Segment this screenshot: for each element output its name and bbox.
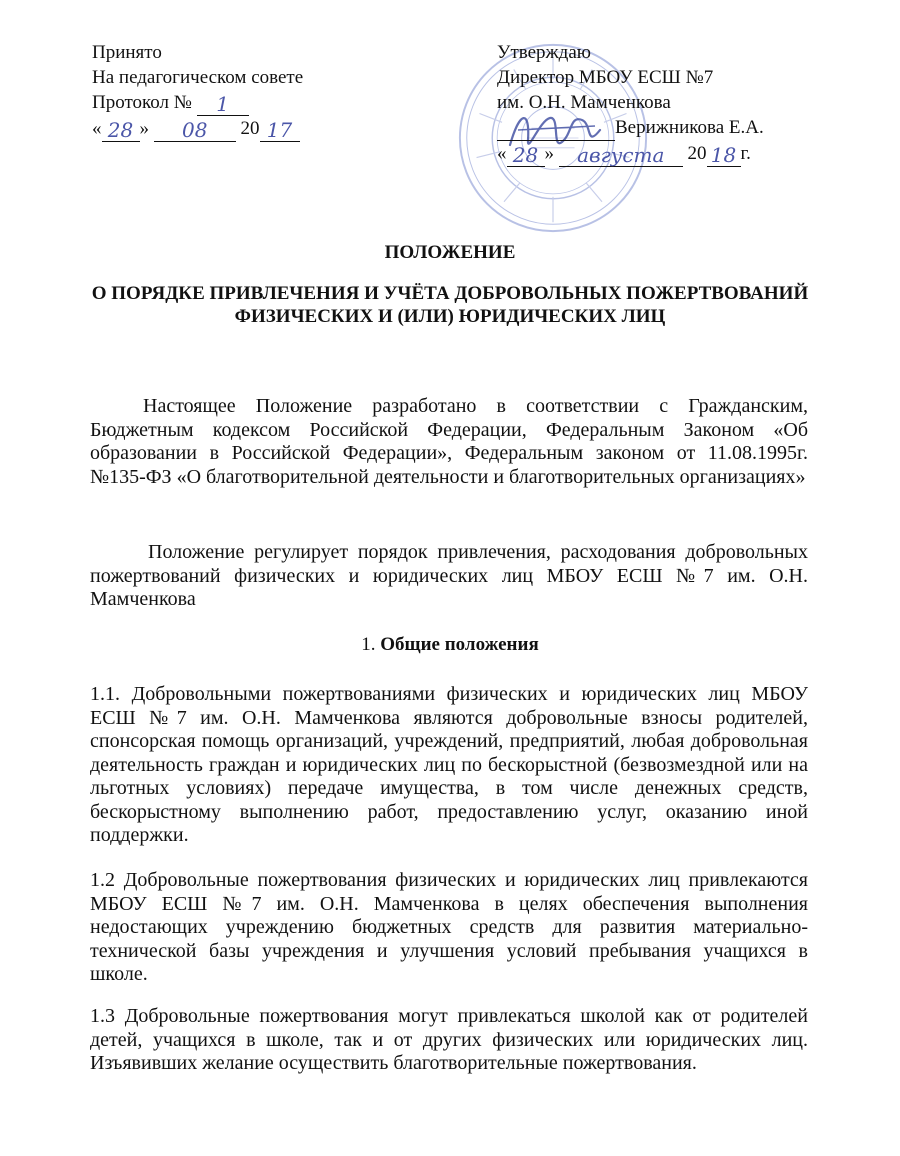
signature-field [497, 115, 615, 141]
protocol-label: Протокол № [92, 92, 192, 113]
director-date-year-handwritten: 18 [710, 143, 737, 167]
protocol-number-handwritten: 1 [216, 92, 230, 116]
approval-block-council [92, 40, 303, 142]
signature-line [497, 115, 764, 141]
intro-paragraph-legal-basis: Настоящее Положение разработано в соответствии с Гражданским, Бюджетным кодексом Российской Федерации, Федеральным Законом «Об образовании в Российской Федерации», Федеральным законом от 11.08.1995г. №135-ФЗ «О благотворительной деятельности и благотворительных организациях» [90, 395, 808, 488]
document-title: ПОЛОЖЕНИЕ [384, 242, 516, 263]
director-date-day-field [507, 141, 545, 167]
school-name: им. О.Н. Мамченкова [497, 92, 671, 113]
council-date-month-field [154, 116, 236, 142]
protocol-number-field [197, 90, 249, 116]
section-heading [0, 634, 900, 656]
council-date-month-handwritten: 08 [182, 118, 208, 142]
clause-1-2: 1.2 Добровольные пожертвования физических и юридических лиц привлекаются МБОУ ЕСШ №7 им. О.Н. Мамченкова в целях обеспечения выполнения недостающих учреждению бюджетных средств для развития материально-технической базы учреждения и улучшения условий пребывания учащихся в школе. [90, 869, 808, 985]
director-date-month-handwritten: августа [577, 143, 665, 167]
council-date-year-handwritten: 17 [266, 118, 293, 142]
section-title: Общие положения [380, 634, 539, 655]
director-date-month-field [559, 141, 683, 167]
document-subtitle-line2: ФИЗИЧЕСКИХ И (ИЛИ) ЮРИДИЧЕСКИХ ЛИЦ [234, 306, 666, 327]
protocol-line [92, 90, 303, 116]
document-subtitle-line1: О ПОРЯДКЕ ПРИВЛЕЧЕНИЯ И УЧЁТА ДОБРОВОЛЬНЫХ ПОЖЕРТВОВАНИЙ [91, 283, 809, 304]
council-date-year-field [260, 116, 300, 142]
director-date-day-handwritten: 28 [512, 143, 539, 167]
council-date-day-field [102, 116, 140, 142]
approval-block-director [497, 40, 764, 167]
section-number: 1. [361, 634, 376, 655]
intro-paragraph-scope: Положение регулирует порядок привлечения, расходования добровольных пожертвований физических и юридических лиц МБОУ ЕСШ №7 им. О.Н. Мамченкова [90, 541, 808, 610]
council-date-line: « 28 » 08 20 17 [92, 116, 303, 142]
director-date-line: « 28 » августа 20 18 г. [497, 143, 751, 167]
director-name: Верижникова Е.А. [615, 117, 764, 138]
director-date-year-field [707, 141, 741, 167]
director-position: Директор МБОУ ЕСШ №7 [497, 67, 714, 88]
approve-label: Утверждаю [497, 42, 591, 63]
accepted-label: Принято [92, 42, 162, 63]
council-date-day-handwritten: 28 [107, 118, 134, 142]
council-label: На педагогическом совете [92, 67, 304, 88]
clause-1-1: 1.1. Добровольными пожертвованиями физических и юридических лиц МБОУ ЕСШ №7 им. О.Н. Мамченкова являются добровольные взносы родителей, спонсорская помощь организаций, учреждений, предприятий, любая добровольная деятельность граждан и юридических лиц по бескорыстной (безвозмездной или на льготных условиях) передаче имущества, в том числе денежных средств, бескорыстному выполнению работ, предоставлению услуг, оказанию иной поддержки. [90, 683, 808, 846]
document-subtitle [0, 282, 900, 328]
clause-1-3: 1.3 Добровольные пожертвования могут привлекаться школой как от родителей детей, учащихся в школе, так и от других физических или юридических лиц. Изъявивших желание осуществить благотворительные пожертвования. [90, 1005, 808, 1074]
